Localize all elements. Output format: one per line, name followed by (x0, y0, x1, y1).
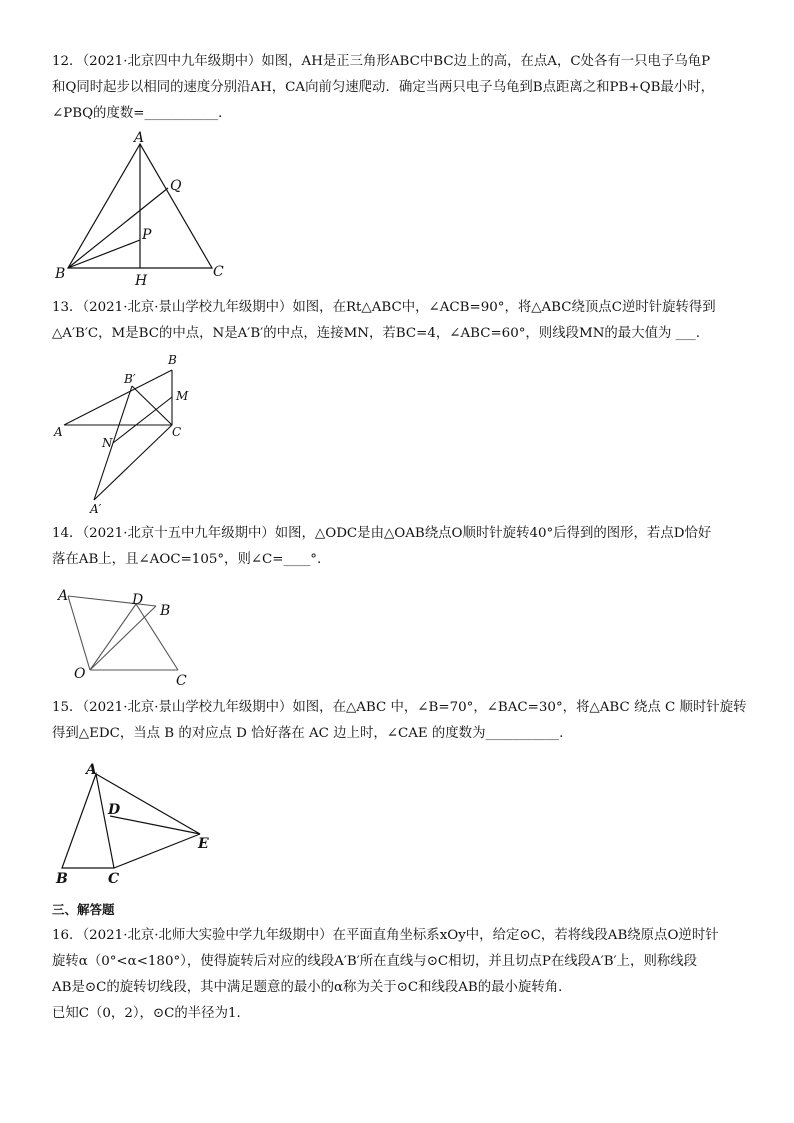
q16-line2: 旋转α（0°<α<180°），使得旋转后对应的线段A′B′所在直线与⊙C相切，并且切点P在线段A′B′上，则称线段 (52, 954, 698, 969)
q13-line2: △A′B′C，M是BC的中点，N是A′B′的中点，连接MN，若BC=4，∠ABC=60°，则线段MN的最大值为 ___. (52, 326, 700, 341)
q15-line2: 得到△EDC，当点 B 的对应点 D 恰好落在 AC 边上时，∠CAE 的度数为___________. (52, 726, 564, 741)
q13-figure (50, 350, 210, 520)
q12-label-a: A (134, 130, 145, 146)
q15-label-a: A (86, 762, 97, 778)
q15-label-b: B (56, 871, 68, 886)
q12-label-b: B (55, 266, 66, 282)
q12-figure (50, 128, 250, 288)
q15-label-d: D (108, 802, 121, 818)
q13-line1: 13．（2021·北京·景山学校九年级期中）如图，在Rt△ABC中，∠ACB=90°，将△ABC绕顶点C逆时针旋转得到 (52, 300, 716, 315)
q13-label-n: N (102, 436, 113, 450)
q16-line4: 已知C（0，2），⊙C的半径为1． (52, 1006, 250, 1021)
q15-label-e: E (198, 836, 209, 852)
q13-label-aprime: A′ (90, 502, 102, 516)
q14-label-b: B (160, 603, 171, 619)
q12-label-q: Q (170, 178, 182, 194)
q13-label-a: A (54, 425, 63, 439)
q15-line1: 15．（2021·北京·景山学校九年级期中）如图，在△ABC 中，∠B=70°，∠BAC=30°，将△ABC 绕点 C 顺时针旋转 (52, 700, 747, 715)
q14-figure (52, 582, 212, 692)
q14-label-a: A (58, 588, 69, 604)
q13-label-bprime: B′ (124, 372, 136, 386)
q13-label-c: C (172, 425, 182, 439)
q14-label-c: C (176, 673, 187, 689)
q12-label-h: H (135, 273, 148, 288)
q13-label-b: B (168, 353, 177, 367)
q12-line3: ∠PBQ的度数=___________． (52, 106, 232, 121)
q12-line2: 和Q同时起步以相同的速度分别沿AH，CA向前匀速爬动．确定当两只电子乌龟到B点距离之和PB+QB最小时， (52, 80, 714, 95)
q14-line2: 落在AB上，且∠AOC=105°，则∠C=____°. (52, 552, 322, 567)
q16-line1: 16．（2021·北京·北师大实验中学九年级期中）在平面直角坐标系xOy中，给定⊙C，若将线段AB绕原点O逆时针 (52, 928, 719, 943)
q12-line1: 12．（2021·北京四中九年级期中）如图，AH是正三角形ABC中BC边上的高，在点A，C处各有一只电子乌龟P (52, 54, 711, 69)
q14-label-o: O (74, 666, 86, 682)
q14-label-d: D (132, 592, 144, 608)
q16-line3: AB是⊙C的旋转切线段，其中满足题意的最小的α称为关于⊙C和线段AB的最小旋转角． (52, 980, 572, 995)
q15-label-c: C (108, 871, 120, 886)
section-heading: 三、解答题 (52, 902, 115, 917)
q15-figure (52, 756, 222, 886)
q13-label-m: M (176, 389, 189, 403)
q12-label-p: P (142, 227, 152, 243)
q12-label-c: C (213, 264, 224, 280)
q14-line1: 14．（2021·北京十五中九年级期中）如图，△ODC是由△OAB绕点O顺时针旋转40°后得到的图形，若点D恰好 (52, 526, 712, 541)
